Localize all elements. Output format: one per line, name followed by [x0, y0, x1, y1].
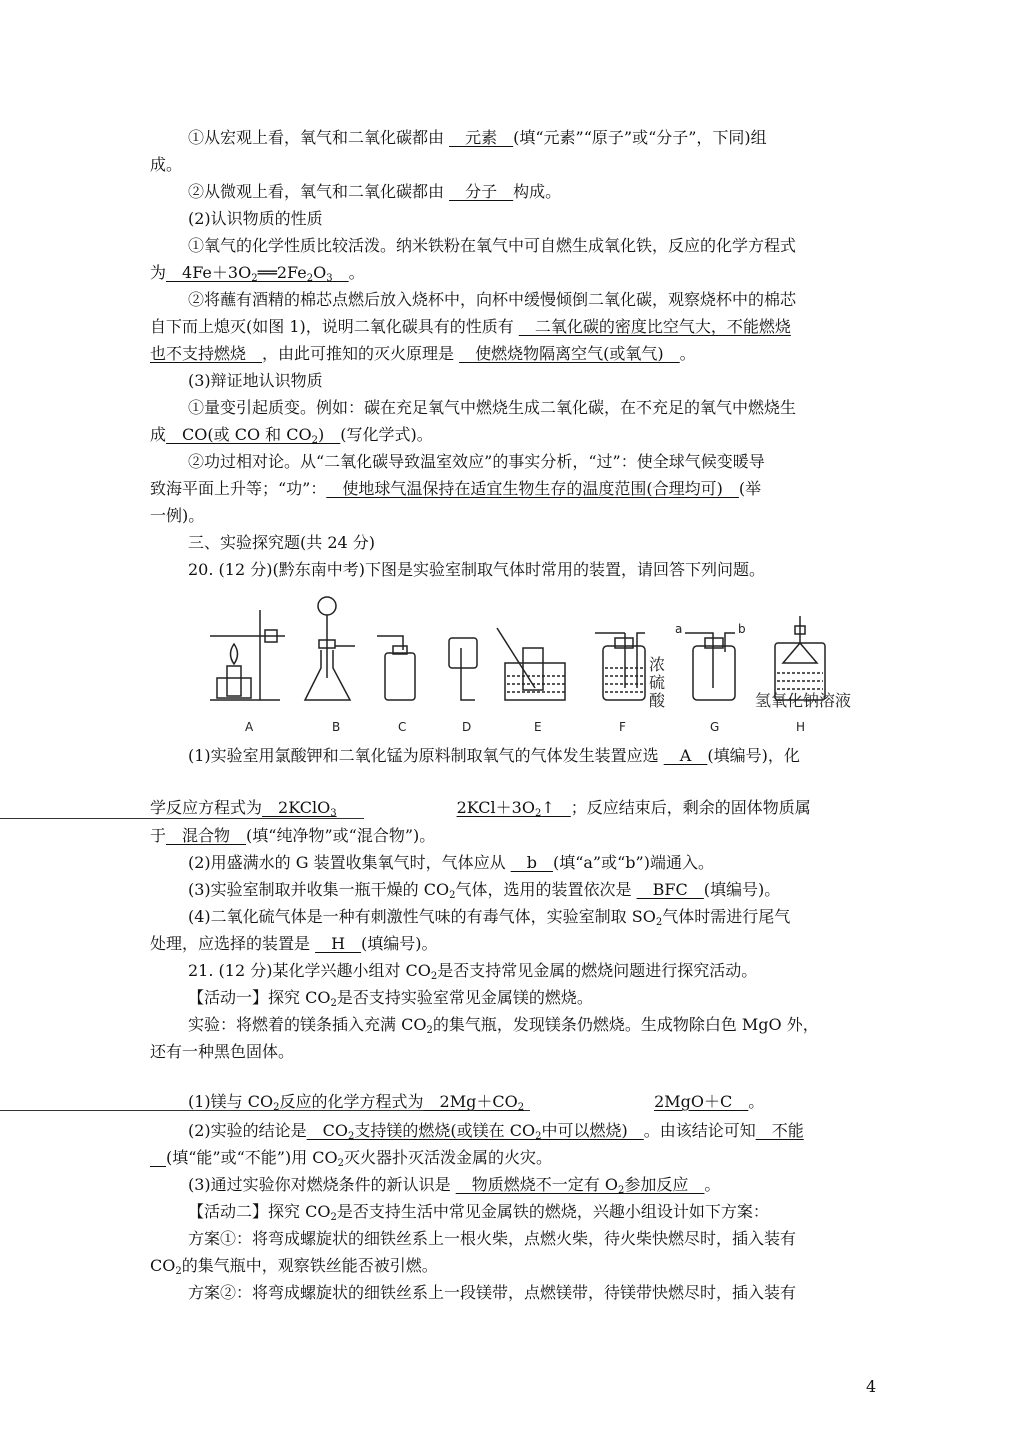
letter-g: G — [710, 720, 720, 734]
text: 为 — [150, 263, 167, 282]
text: CO — [150, 1256, 176, 1275]
text-line — [188, 128, 767, 148]
subsection-heading: (3)辩证地认识物质 — [188, 371, 323, 390]
text: 灭火器扑灭活泼金属的火灾。 — [344, 1148, 553, 1167]
text: 致海平面上升等；“功”： — [150, 479, 327, 498]
f-label-1: 浓 — [649, 655, 666, 674]
text-line: (1)镁与 $CO_2$反应的化学方程式为$\_\_2Mg+CO_2$ 2MgO＋C__。 — [188, 1092, 765, 1113]
letter-h: H — [796, 720, 806, 734]
text: 。 — [704, 1175, 721, 1194]
text: (3)通过实验你对燃烧条件的新认识是 — [188, 1175, 456, 1194]
answer: __分子__ — [449, 182, 514, 201]
answer: __二氧化碳的密度比空气大，不能燃烧 — [518, 317, 791, 336]
letter-d: D — [462, 720, 472, 734]
text: 的集气瓶，发现镁条仍燃烧。生成物除白色 MgO 外， — [432, 1015, 819, 1034]
text-line: 方案②：将弯成螺旋状的细铁丝系上一段镁带，点燃镁带，待镁带快燃尽时，插入装有 — [188, 1283, 797, 1302]
text: 反应的化学方程式为 — [279, 1092, 424, 1111]
answer: __使地球气温保持在适宜生物生存的温度范围(合理均可)__ — [326, 479, 739, 498]
text-line — [188, 182, 561, 202]
letter-a: A — [245, 720, 254, 734]
text-line: (4)二氧化硫气体是一种有刺激性气味的有毒气体，实验室制取 $SO_2$气体时需进行尾气 — [188, 907, 791, 928]
g-port-a: a — [675, 622, 683, 636]
text-line — [188, 746, 800, 766]
text: 气体，选用的装置依次是 — [455, 880, 637, 899]
text-line — [188, 853, 714, 873]
f-label-2: 硫 — [649, 673, 666, 692]
text-line — [150, 263, 365, 283]
apparatus-d — [449, 638, 477, 700]
text-line: ①量变引起质变。例如：碳在充足氧气中燃烧生成二氧化碳，在不充足的氧气中燃烧生 — [188, 398, 797, 417]
text-line: ②将蘸有酒精的棉芯点燃后放入烧杯中，向杯中缓慢倾倒二氧化碳，观察烧杯中的棉芯 — [188, 290, 797, 309]
answer: $\_\_CO_2$支持镁的燃烧(或镁在 $CO_2$中可以燃烧)__ — [306, 1121, 644, 1142]
answer: $\_\_2Mg+CO_2$ 2MgO＋C__ — [423, 1092, 749, 1113]
text-line: 实验：将燃着的镁条插入充满 $CO_2$的集气瓶，发现镁条仍燃烧。生成物除白色 MgO 外， — [188, 1015, 819, 1036]
text: (填“纯净物”或“混合物”)。 — [246, 826, 436, 845]
text: ；反应结束后，剩余的固体物质属 — [570, 798, 811, 817]
text: 实验：将燃着的镁条插入充满 CO — [188, 1015, 427, 1034]
text-line: 成。 — [150, 155, 183, 174]
text: 【活动一】探究 CO — [188, 988, 331, 1007]
text-line: ①氧气的化学性质比较活泼。纳米铁粉在氧气中可自燃生成氧化铁，反应的化学方程式 — [188, 236, 797, 255]
apparatus-h — [775, 616, 825, 700]
text: (填“a”或“b”)端通入。 — [552, 853, 714, 872]
page-number: 4 — [866, 1377, 877, 1396]
text: 【活动二】探究 CO — [188, 1202, 331, 1221]
text-line — [150, 934, 438, 954]
text-line: ②功过相对论。从“二氧化碳导致温室效应”的事实分析，“过”：使全球气候变暖导 — [188, 452, 765, 471]
text-line — [150, 317, 791, 337]
text-line: 还有一种黑色固体。 — [150, 1042, 295, 1061]
text: (2)用盛满水的 G 装置收集氧气时，气体应从 — [188, 853, 511, 872]
text: 。由该结论可知 — [643, 1121, 756, 1140]
answer: __A__ — [663, 746, 708, 765]
answer: 也不支持燃烧__ — [150, 344, 263, 363]
apparatus-e — [497, 628, 565, 700]
text: 。 — [748, 1092, 765, 1111]
text-line — [188, 1121, 804, 1141]
apparatus-a — [210, 610, 285, 700]
letter-e: E — [534, 720, 542, 734]
text: (举 — [738, 479, 762, 498]
text: (1)实验室用氯酸钾和二氧化锰为原料制取氧气的气体发生装置应选 — [188, 746, 664, 765]
text: (填编号)，化 — [707, 746, 800, 765]
text-line — [150, 798, 811, 818]
g-port-b: b — [738, 622, 746, 636]
section-heading: 三、实验探究题(共 24 分) — [188, 533, 376, 552]
text-line — [150, 826, 435, 846]
answer: __使燃烧物隔离空气(或氧气)__ — [459, 344, 680, 363]
answer: __H__ — [315, 934, 362, 953]
activity-heading: 【活动一】探究 $CO_2$是否支持实验室常见金属镁的燃烧。 — [188, 988, 593, 1009]
text: 是否支持生活中常见金属铁的燃烧，兴趣小组设计如下方案： — [336, 1202, 769, 1221]
text: 于 — [150, 826, 167, 845]
text: (填“元素”“原子”或“分子”，下同)组 — [513, 128, 767, 147]
apparatus-b — [305, 597, 355, 700]
text: (1)镁与 CO — [188, 1092, 274, 1111]
letter-f: F — [619, 720, 626, 734]
answer: __BFC__ — [636, 880, 704, 899]
text: ①从宏观上看，氧气和二氧化碳都由 — [188, 128, 450, 147]
answer: __混合物__ — [166, 826, 247, 845]
text: 的集气瓶中，观察铁丝能否被引燃。 — [181, 1256, 438, 1275]
text: 是否支持实验室常见金属镁的燃烧。 — [336, 988, 593, 1007]
answer: __元素__ — [449, 128, 514, 147]
text-line: 一例)。 — [150, 506, 205, 525]
apparatus-figure — [205, 588, 865, 738]
text-line — [150, 479, 761, 499]
text: 自下而上熄灭(如图 1)，说明二氧化碳具有的性质有 — [150, 317, 519, 336]
f-label-3: 酸 — [649, 691, 666, 710]
h-label: 氢氧化钠溶液 — [755, 691, 852, 710]
text: 构成。 — [513, 182, 562, 201]
answer: __2KClO$_3$ $2KCl+3O_2↑\_\_$ — [262, 798, 571, 819]
text-line — [150, 344, 696, 364]
text-line: (3)实验室制取并收集一瓶干燥的 $CO_2$气体，选用的装置依次是 __BFC__(填编号)。 — [188, 880, 781, 901]
text-line — [188, 1175, 720, 1195]
text: (填编号)。 — [361, 934, 438, 953]
text: 成 — [150, 425, 167, 444]
text: 21. (12 分)某化学兴趣小组对 CO — [188, 961, 431, 980]
text: (写化学式)。 — [340, 425, 433, 444]
text: 处理，应选择的装置是 — [150, 934, 316, 953]
answer: __b__ — [510, 853, 553, 872]
answer: $\_\_4Fe+3O_2══2Fe_2O_3\_\_$ — [166, 263, 349, 284]
apparatus-g — [685, 633, 735, 700]
answer: __ — [150, 1148, 166, 1167]
answer: __物质燃烧不一定有 $O_2$参加反应__ — [455, 1175, 705, 1196]
text-line: 方案①：将弯成螺旋状的细铁丝系上一根火柴，点燃火柴，待火柴快燃尽时，插入装有 — [188, 1229, 797, 1248]
question-21: 21. (12 分)某化学兴趣小组对 $CO_2$是否支持常见金属的燃烧问题进行探究活动。 — [188, 961, 758, 982]
text: (填“能”或“不能”)用 CO — [166, 1148, 338, 1167]
text: (3)实验室制取并收集一瓶干燥的 CO — [188, 880, 450, 899]
apparatus-c — [377, 636, 415, 700]
text: ②从微观上看，氧气和二氧化碳都由 — [188, 182, 450, 201]
divider-line — [0, 818, 364, 819]
letter-b: B — [332, 720, 341, 734]
text: 气体时需进行尾气 — [662, 907, 791, 926]
activity-heading: 【活动二】探究 $CO_2$是否支持生活中常见金属铁的燃烧，兴趣小组设计如下方案： — [188, 1202, 769, 1223]
answer: __CO(或 CO 和 $CO_2)\_\_$ — [166, 425, 341, 446]
answer: __不能 — [755, 1121, 804, 1140]
text: 是否支持常见金属的燃烧问题进行探究活动。 — [437, 961, 758, 980]
question-20: 20. (12 分)(黔东南中考)下图是实验室制取气体时常用的装置，请回答下列问题。 — [188, 560, 765, 579]
letter-c: C — [398, 720, 407, 734]
text-line — [150, 425, 433, 445]
subsection-heading: (2)认识物质的性质 — [188, 209, 323, 228]
apparatus-f — [595, 633, 645, 700]
text: 。 — [348, 263, 365, 282]
text: 。 — [679, 344, 696, 363]
text: (2)实验的结论是 — [188, 1121, 307, 1140]
text: (4)二氧化硫气体是一种有刺激性气味的有毒气体，实验室制取 SO — [188, 907, 656, 926]
text: ，由此可推知的灭火原理是 — [262, 344, 460, 363]
text: (填编号)。 — [703, 880, 781, 899]
text: 学反应方程式为 — [150, 798, 263, 817]
text-line: $CO_2$的集气瓶中，观察铁丝能否被引燃。 — [150, 1256, 438, 1277]
text-line: __(填“能”或“不能”)用 $CO_2$灭火器扑灭活泼金属的火灾。 — [150, 1148, 553, 1169]
